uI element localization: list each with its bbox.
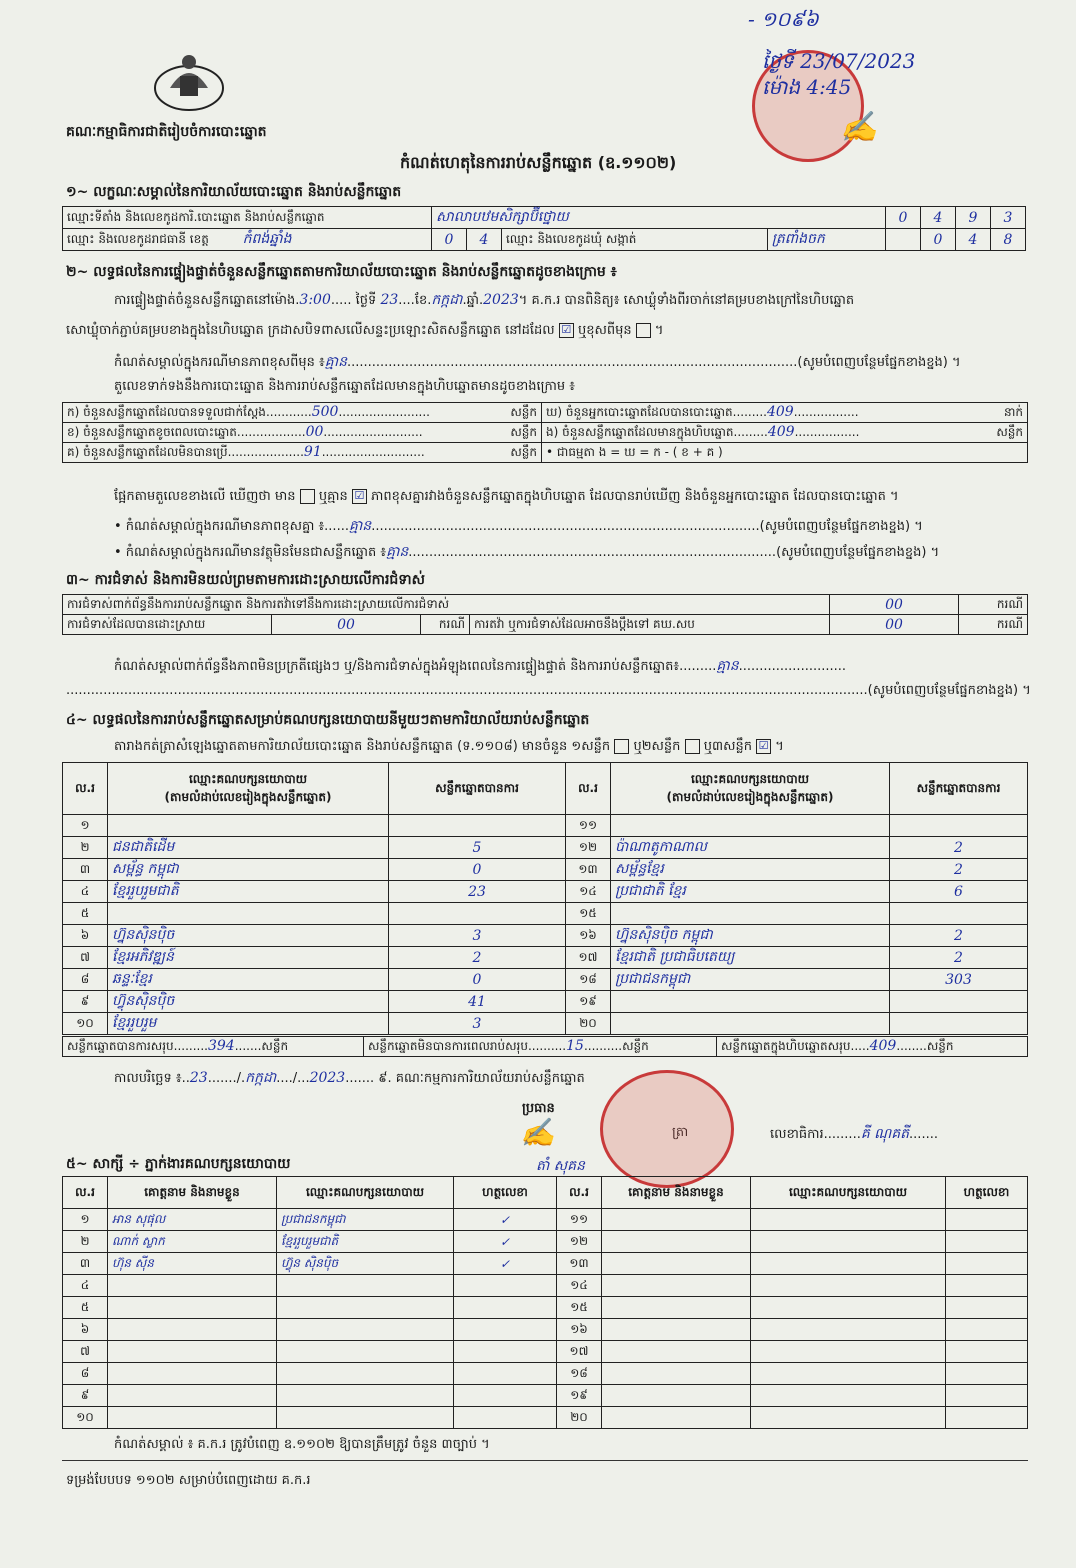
row-no: ១៨ xyxy=(566,969,611,991)
witness-name xyxy=(108,1341,277,1363)
w-col-sign-left: ហត្ថលេខា xyxy=(454,1177,557,1209)
row-no: ១៣ xyxy=(566,859,611,881)
witness-signature xyxy=(454,1319,557,1341)
col-no-right: ល.រ xyxy=(566,763,611,815)
table-row xyxy=(63,969,1028,991)
row-no: ១០ xyxy=(63,1013,108,1035)
witness-table xyxy=(62,1176,1028,1429)
witness-signature xyxy=(454,1297,557,1319)
row-no: ១១ xyxy=(557,1209,602,1231)
witness-name: ណាក់ ស្លាក xyxy=(108,1231,277,1253)
w-col-no-right: ល.រ xyxy=(557,1177,602,1209)
vote-count xyxy=(890,903,1028,925)
party-name: ហ៊្វុនស៊ិនប៉ិច xyxy=(108,991,389,1013)
col-votes-left: សន្លឹកឆ្នោតបានការ xyxy=(389,763,566,815)
table-row xyxy=(63,1013,1028,1035)
row-no: ១៨ xyxy=(557,1363,602,1385)
row-no: ១៩ xyxy=(557,1385,602,1407)
location-code-1: 0 xyxy=(886,207,921,229)
vote-count: 3 xyxy=(389,1013,566,1035)
witness-signature xyxy=(454,1275,557,1297)
row-no: ១៤ xyxy=(566,881,611,903)
row-no: ១០ xyxy=(63,1407,108,1429)
committee-name: គណៈកម្មាធិការជាតិរៀបចំការបោះឆ្នោត xyxy=(66,124,267,140)
row-no: ២០ xyxy=(557,1407,602,1429)
location-value: សាលាបឋមសិក្សាប៊ីថ្នោយ xyxy=(432,207,886,229)
party-name xyxy=(611,991,890,1013)
section1-table xyxy=(62,206,1026,251)
irregular-note: កំណត់សម្គាល់ពាក់ព័ន្ធនឹងភាពមិនប្រក្រតីផ្សេងៗ ឬ/និងការជំទាស់ក្នុងអំឡុងពេលនៃការផ្ទៀងផ្ទាត់ និងការរាប់សន្លឹកឆ្នោត៖.........គ្មាន.......................... xyxy=(114,658,847,674)
witness-name xyxy=(602,1253,751,1275)
secretary: លេខាធិការ.........គី ណុគតី....... xyxy=(770,1126,938,1142)
witness-name xyxy=(602,1275,751,1297)
chair-signature: ✍ xyxy=(520,1116,555,1149)
appeal-value: 00 xyxy=(830,615,959,635)
location-code-4: 3 xyxy=(991,207,1026,229)
witness-name xyxy=(108,1385,277,1407)
vote-count: 23 xyxy=(389,881,566,903)
table-row xyxy=(63,947,1028,969)
location-code-3: 9 xyxy=(956,207,991,229)
witness-party xyxy=(751,1407,946,1429)
voters-row: ឃ) ចំនួនអ្នកបោះឆ្នោតដែលបានបោះឆ្នោត.........409................. នាក់ xyxy=(542,403,1028,423)
objection-case: ករណី xyxy=(959,595,1028,615)
vote-count: 303 xyxy=(890,969,1028,991)
w-col-name-left: គោត្តនាម និងនាមខ្លួន xyxy=(108,1177,277,1209)
witness-party xyxy=(751,1385,946,1407)
row-no: ១ xyxy=(63,1209,108,1231)
row-no: ៥ xyxy=(63,903,108,925)
location-label: ឈ្មោះទីតាំង និងលេខកូដការិ.បោះឆ្នោត និងរាប់សន្លឹកឆ្នោត xyxy=(63,207,432,229)
col-votes-right: សន្លឹកឆ្នោតបានការ xyxy=(890,763,1028,815)
party-name: សម្ព័ន្ធ កម្ពុជា xyxy=(108,859,389,881)
row-no: ៨ xyxy=(63,1363,108,1385)
party-name: ខ្មែររួបរួម xyxy=(108,1013,389,1035)
totals-row xyxy=(62,1036,1028,1057)
vote-count xyxy=(389,815,566,837)
row-no: ៤ xyxy=(63,881,108,903)
w-col-sign-right: ហត្ថលេខា xyxy=(946,1177,1028,1209)
w-col-party-right: ឈ្មោះគណបក្សនយោបាយ xyxy=(751,1177,946,1209)
table-row xyxy=(63,837,1028,859)
sheet-count-line: តារាងកត់ត្រាសំឡេងឆ្នោតតាមការិយាល័យបោះឆ្នោត និងរាប់សន្លឹកឆ្នោត (ទ.១១០៨) មានចំនួន ១សន្លឹក ឬ២សន្លឹក ឬ៣សន្លឹក ☑ ។ xyxy=(114,739,784,754)
witness-party xyxy=(751,1275,946,1297)
province-label: ឈ្មោះ និងលេខកូដរាជធានី ខេត្ត កំពង់ឆ្នាំង xyxy=(63,229,432,251)
row-no: ១៦ xyxy=(557,1319,602,1341)
row-no: ៦ xyxy=(63,925,108,947)
party-name xyxy=(108,903,389,925)
witness-row xyxy=(63,1407,1028,1429)
chair-name: តាំ សុគន xyxy=(536,1158,585,1174)
witness-name xyxy=(108,1319,277,1341)
change-note: កំណត់សម្គាល់ក្នុងករណីមានភាពខុសពីមុន ៖គ្មាន.............................................................................................................(សូមបំពេញបន្ថែមផ្នែកខាងខ្នង) ។ xyxy=(114,354,961,370)
w-col-party-left: ឈ្មោះគណបក្សនយោបាយ xyxy=(277,1177,454,1209)
total-in-box: សន្លឹកឆ្នោតក្នុងហិបឆ្នោតសរុប.....409........សន្លឹក xyxy=(717,1037,1028,1057)
commune-label: ឈ្មោះ និងលេខកូដឃុំ សង្កាត់ xyxy=(502,229,768,251)
witness-signature xyxy=(946,1253,1028,1275)
party-name: ប្រជាជនកម្ពុជា xyxy=(611,969,890,991)
province-code-2: 4 xyxy=(467,229,502,251)
one-sheet-checkbox[interactable] xyxy=(614,739,629,754)
table-row xyxy=(63,881,1028,903)
two-sheet-checkbox[interactable] xyxy=(685,739,700,754)
witness-signature xyxy=(946,1297,1028,1319)
col-no-left: ល.រ xyxy=(63,763,108,815)
date-line: កាលបរិច្ឆេទ ៖..23......./.កក្កដា..../...2023....... ៩. គណៈកម្មការការិយាល័យរាប់សន្លឹកឆ្នោត xyxy=(114,1070,585,1086)
witness-signature xyxy=(946,1341,1028,1363)
results-table xyxy=(62,762,1028,1035)
witness-party xyxy=(277,1385,454,1407)
witness-row xyxy=(63,1275,1028,1297)
unused-row: គ) ចំនួនសន្លឹកឆ្នោតដែលមិនបានប្រើ....................91........................... សន្លឹក xyxy=(63,443,542,463)
witness-party: ខ្មែររួបរួមជាតិ xyxy=(277,1231,454,1253)
row-no: ១២ xyxy=(566,837,611,859)
witness-party xyxy=(751,1363,946,1385)
witness-name xyxy=(602,1341,751,1363)
witness-name xyxy=(108,1407,277,1429)
party-name: ជនជាតិដើម xyxy=(108,837,389,859)
witness-party xyxy=(751,1209,946,1231)
appeal-case: ករណី xyxy=(959,615,1028,635)
province-value: កំពង់ឆ្នាំង xyxy=(242,231,292,247)
section4-heading: ៤~ លទ្ធផលនៃការរាប់សន្លឹកឆ្នោតសម្រាប់គណបក្សនយោបាយនីមួយៗតាមការិយាល័យរាប់សន្លឹកឆ្នោត xyxy=(66,712,590,728)
party-name xyxy=(611,903,890,925)
witness-name: ហ៊ុន ស៊ីន xyxy=(108,1253,277,1275)
witness-name xyxy=(602,1319,751,1341)
witness-signature xyxy=(946,1231,1028,1253)
vote-count xyxy=(389,903,566,925)
three-sheet-checkbox[interactable]: ☑ xyxy=(756,739,771,754)
witness-signature: ✓ xyxy=(454,1209,557,1231)
witness-row xyxy=(63,1341,1028,1363)
witness-party: ហ៊្វុន ស៊ិនប៉ិច xyxy=(277,1253,454,1275)
witness-signature: ✓ xyxy=(454,1253,557,1275)
witness-row xyxy=(63,1253,1028,1275)
witness-party xyxy=(277,1341,454,1363)
witness-row xyxy=(63,1363,1028,1385)
objection-label: ការជំទាស់ពាក់ព័ន្ធនឹងការរាប់សន្លឹកឆ្នោត និងការតវ៉ាទៅនឹងការដោះស្រាយលើការជំទាស់ xyxy=(63,595,830,615)
party-name: ខ្មែរអភិវឌ្ឍន៍ xyxy=(108,947,389,969)
objection-table xyxy=(62,594,1028,635)
commune-code-0 xyxy=(886,229,921,251)
party-name: ប៉ាណាតូកាណាល xyxy=(611,837,890,859)
row-no: ១៧ xyxy=(566,947,611,969)
w-col-name-right: គោត្តនាម និងនាមខ្លួន xyxy=(602,1177,751,1209)
vote-count: 2 xyxy=(890,859,1028,881)
row-no: ៨ xyxy=(63,969,108,991)
table-row xyxy=(63,815,1028,837)
witness-signature xyxy=(454,1385,557,1407)
witness-signature xyxy=(946,1385,1028,1407)
witness-party xyxy=(751,1231,946,1253)
witness-name xyxy=(602,1297,751,1319)
witness-party xyxy=(751,1297,946,1319)
section2-heading: ២~ លទ្ធផលនៃការផ្ទៀងផ្ទាត់ចំនួនសន្លឹកឆ្នោតតាមការិយាល័យបោះឆ្នោត និងរាប់សន្លឹកឆ្នោតដូចខាងក្រោម ៖ xyxy=(66,264,617,280)
same-checkbox[interactable]: ☑ xyxy=(559,323,574,338)
vote-count: 2 xyxy=(890,947,1028,969)
witness-signature xyxy=(946,1363,1028,1385)
witness-party xyxy=(277,1275,454,1297)
corner-signature: ✍ xyxy=(840,110,878,145)
row-no: ២ xyxy=(63,1231,108,1253)
vote-count: 0 xyxy=(389,859,566,881)
witness-party: ប្រជាជនកម្ពុជា xyxy=(277,1209,454,1231)
witness-name xyxy=(602,1209,751,1231)
party-name: ហ្វ៊ុនស៊ិនប៉ិច កម្ពុជា xyxy=(611,925,890,947)
witness-name xyxy=(602,1363,751,1385)
footer-divider xyxy=(62,1460,1028,1461)
witness-party xyxy=(277,1319,454,1341)
party-name xyxy=(611,1013,890,1035)
section1-heading: ១~ លក្ខណៈសម្គាល់នៃការិយាល័យបោះឆ្នោត និងរាប់សន្លឹកឆ្នោត xyxy=(66,184,402,200)
row-no: ៩ xyxy=(63,991,108,1013)
row-no: ៣ xyxy=(63,1253,108,1275)
witness-name xyxy=(108,1363,277,1385)
row-no: ៣ xyxy=(63,859,108,881)
witness-party xyxy=(277,1407,454,1429)
resolved-value: 00 xyxy=(272,615,421,635)
witness-row xyxy=(63,1231,1028,1253)
witness-signature xyxy=(454,1341,557,1363)
table-row xyxy=(63,925,1028,947)
footer-note: កំណត់សម្គាល់ ៖ គ.ក.រ ត្រូវបំពេញ ឧ.១១០២ ឱ្យបានត្រឹមត្រូវ ចំនួន ៣ច្បាប់ ។ xyxy=(114,1437,490,1452)
objection-value: 00 xyxy=(830,595,959,615)
form-label: ទម្រង់បែបបទ ១១០២ សម្រាប់បំពេញដោយ គ.ក.រ xyxy=(66,1473,311,1488)
has-diff-checkbox[interactable] xyxy=(300,489,315,504)
commune-code-3: 8 xyxy=(991,229,1026,251)
witness-signature: ✓ xyxy=(454,1231,557,1253)
table-row xyxy=(63,991,1028,1013)
witness-party xyxy=(751,1253,946,1275)
witness-signature xyxy=(454,1407,557,1429)
vote-count: 2 xyxy=(890,837,1028,859)
witness-name xyxy=(108,1297,277,1319)
corner-datetime: ថ្ងៃទី 23/07/2023 ម៉ោង 4:45 xyxy=(762,49,916,99)
witness-row xyxy=(63,1385,1028,1407)
resolved-case: ករណី xyxy=(421,615,470,635)
row-no: ១៩ xyxy=(566,991,611,1013)
appeal-label: ការតវ៉ា ឬការជំទាស់ដែលអាចនឹងប្តឹងទៅ គឃ.សប xyxy=(470,615,830,635)
commune-code-1: 0 xyxy=(921,229,956,251)
vote-count: 0 xyxy=(389,969,566,991)
witness-signature xyxy=(454,1363,557,1385)
no-diff-checkbox[interactable]: ☑ xyxy=(352,489,367,504)
vote-count: 5 xyxy=(389,837,566,859)
witness-signature xyxy=(946,1209,1028,1231)
row-no: ៩ xyxy=(63,1385,108,1407)
section3-heading: ៣~ ការជំទាស់ និងការមិនយល់ព្រមតាមការដោះស្រាយលើការជំទាស់ xyxy=(66,572,425,588)
verify-line-1: ការផ្ទៀងផ្ទាត់ចំនួនសន្លឹកឆ្នោតនៅម៉ោង.3:00..... ថ្ងៃទី 23....ខែ.កក្កដា.ឆ្នាំ.2023។ គ.ក.រ បានពិនិត្យ៖ សោឃ្លុំទាំងពីរចាក់នៅគម្របខាងក្រៅនៃហិបឆ្នោត xyxy=(114,292,855,308)
row-no: ២ xyxy=(63,837,108,859)
irregular-hint: ..................................................................................................................................................................................................(សូមបំពេញបន្ថែមផ្នែកខាងខ្នង) ។ xyxy=(66,683,1031,698)
row-no: ១៥ xyxy=(557,1297,602,1319)
witness-name xyxy=(602,1385,751,1407)
row-no: ១៥ xyxy=(566,903,611,925)
vote-count xyxy=(890,1013,1028,1035)
witness-row xyxy=(63,1209,1028,1231)
vote-count: 6 xyxy=(890,881,1028,903)
row-no: ៦ xyxy=(63,1319,108,1341)
row-no: ១៤ xyxy=(557,1275,602,1297)
received-row: ក) ចំនួនសន្លឹកឆ្នោតដែលបានទទួលជាក់ស្តែង............500........................ សន្លឹក xyxy=(63,403,542,423)
row-no: ១៣ xyxy=(557,1253,602,1275)
witness-party xyxy=(277,1297,454,1319)
party-name: ហ្វ៊ុនស៊ិនប៉ិច xyxy=(108,925,389,947)
formula: • ជាធម្មតា ង = ឃ = ក - ( ខ + គ ) xyxy=(542,443,1028,463)
vote-count xyxy=(890,815,1028,837)
resolved-label: ការជំទាស់ដែលបានដោះស្រាយ xyxy=(63,615,272,635)
vote-count: 3 xyxy=(389,925,566,947)
party-name: សម្ព័ន្ធខ្មែរ xyxy=(611,859,890,881)
witness-name xyxy=(602,1231,751,1253)
row-no: ១៧ xyxy=(557,1341,602,1363)
witness-signature xyxy=(946,1407,1028,1429)
party-name xyxy=(108,815,389,837)
col-party-right: ឈ្មោះគណបក្សនយោបាយ (តាមលំដាប់លេខរៀងក្នុងសន្លឹកឆ្នោត) xyxy=(611,763,890,815)
emblem-logo xyxy=(150,48,228,116)
different-checkbox[interactable] xyxy=(636,323,651,338)
foreign-note: • កំណត់សម្គាល់ក្នុងករណីមានវត្ថុមិនមែនជាសន្លឹកឆ្នោត ៖គ្មាន.........................................................................................(សូមបំពេញបន្ថែមផ្នែកខាងខ្នង) ។ xyxy=(114,544,940,560)
witness-signature xyxy=(946,1319,1028,1341)
section5-heading: ៥~ សាក្សី ÷ ភ្នាក់ងារគណបក្សនយោបាយ xyxy=(66,1156,291,1172)
verify-line-2: សោឃ្លុំចាក់ភ្ជាប់គម្របខាងក្នុងនៃហិបឆ្នោត ក្រដាសបិទពាសលើសន្ទះប្រឡោះសិតសន្លឹកឆ្នោត នៅដដែល ☑ ឬខុសពីមុន ។ xyxy=(66,323,664,338)
official-stamp-bottom xyxy=(600,1070,734,1188)
row-no: ២០ xyxy=(566,1013,611,1035)
spoiled-row: ខ) ចំនួនសន្លឹកឆ្នោតខូចពេលបោះឆ្នោត..................00.......................... សន្លឹក xyxy=(63,423,542,443)
total-valid: សន្លឹកឆ្នោតបានការសរុប.........394.......សន្លឹក xyxy=(63,1037,364,1057)
commune-value: ត្រពាំងចក xyxy=(767,229,885,251)
figures-table xyxy=(62,402,1028,463)
in-box-row: ង) ចំនួនសន្លឹកឆ្នោតដែលមានក្នុងហិបឆ្នោត.........409................. សន្លឹក xyxy=(542,423,1028,443)
row-no: ៧ xyxy=(63,947,108,969)
party-name: ខ្មែរជាតិ ប្រជាធិបតេយ្យ xyxy=(611,947,890,969)
witness-name xyxy=(602,1407,751,1429)
witness-signature xyxy=(946,1275,1028,1297)
vote-count xyxy=(890,991,1028,1013)
chair-label: ប្រធាន xyxy=(522,1101,555,1116)
row-no: ១១ xyxy=(566,815,611,837)
location-code-2: 4 xyxy=(921,207,956,229)
w-col-no-left: ល.រ xyxy=(63,1177,108,1209)
party-name xyxy=(611,815,890,837)
row-no: ១២ xyxy=(557,1231,602,1253)
corner-code: - ១០៩៦ xyxy=(748,7,819,31)
total-invalid: សន្លឹកឆ្នោតមិនបានការពេលរាប់សរុប..........15..........សន្លឹក xyxy=(364,1037,717,1057)
vote-count: 41 xyxy=(389,991,566,1013)
row-no: ៤ xyxy=(63,1275,108,1297)
commune-code-2: 4 xyxy=(956,229,991,251)
vote-count: 2 xyxy=(389,947,566,969)
witness-row xyxy=(63,1319,1028,1341)
party-name: ខ្មែររួបរួមជាតិ xyxy=(108,881,389,903)
table-row xyxy=(63,903,1028,925)
witness-name: អាន សុផុល xyxy=(108,1209,277,1231)
province-code-1: 0 xyxy=(432,229,467,251)
row-no: ១៦ xyxy=(566,925,611,947)
witness-party xyxy=(751,1341,946,1363)
figures-intro: តួលេខទាក់ទងនឹងការបោះឆ្នោត និងការរាប់សន្លឹកឆ្នោតដែលមានក្នុងហិបឆ្នោតមានដូចខាងក្រោម ៖ xyxy=(114,379,575,394)
seal-label: ត្រា xyxy=(672,1125,689,1140)
party-name: ប្រជាជាតិ ខ្មែរ xyxy=(611,881,890,903)
witness-name xyxy=(108,1275,277,1297)
party-name: ឆន្ទៈខ្មែរ xyxy=(108,969,389,991)
witness-party xyxy=(277,1363,454,1385)
vote-count: 2 xyxy=(890,925,1028,947)
document-title: កំណត់ហេតុនៃការរាប់សន្លឹកឆ្នោត (ឧ.១១០២) xyxy=(400,153,677,172)
row-no: ១ xyxy=(63,815,108,837)
row-no: ៧ xyxy=(63,1341,108,1363)
compare-line: ផ្អែកតាមតួលេខខាងលើ ឃើញថា មាន ឬគ្មាន ☑ ភាពខុសគ្នារវាងចំនួនសន្លឹកឆ្នោតក្នុងហិបឆ្នោត ដែលបានរាប់ឃើញ និងចំនួនអ្នកបោះឆ្នោត ដែលបានបោះឆ្នោត ។ xyxy=(114,489,899,504)
row-no: ៥ xyxy=(63,1297,108,1319)
table-row xyxy=(63,859,1028,881)
col-party-left: ឈ្មោះគណបក្សនយោបាយ (តាមលំដាប់លេខរៀងក្នុងសន្លឹកឆ្នោត) xyxy=(108,763,389,815)
witness-party xyxy=(751,1319,946,1341)
witness-row xyxy=(63,1297,1028,1319)
diff-note: • កំណត់សម្គាល់ក្នុងករណីមានភាពខុសគ្នា ៖......គ្មាន..............................................................................................(សូមបំពេញបន្ថែមផ្នែកខាងខ្នង) ។ xyxy=(114,518,923,534)
